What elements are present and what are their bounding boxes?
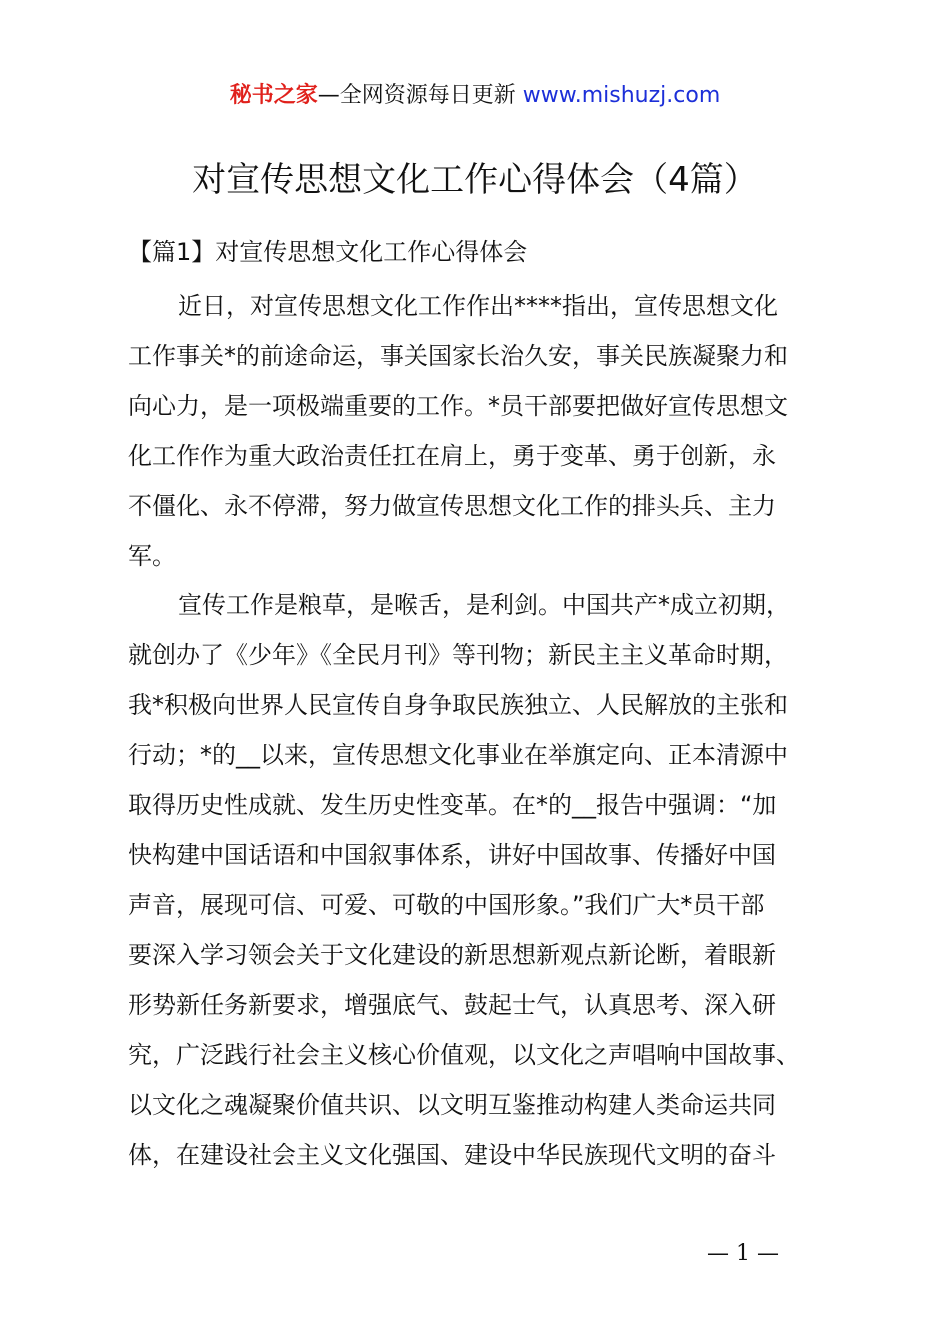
document-title: 对宣传思想文化工作心得体会（4篇）: [192, 160, 758, 200]
paragraph-line: 不僵化、永不停滞，努力做宣传思想文化工作的排头兵、主力: [128, 492, 776, 520]
paragraph-line: 声音，展现可信、可爱、可敬的中国形象。”我们广大*员干部: [128, 891, 765, 919]
site-brand: 秘书之家: [229, 83, 318, 108]
paragraph-line: 就创办了《少年》《全民月刊》等刊物；新民主主义革命时期，: [128, 641, 788, 669]
paragraph-line: 形势新任务新要求，增强底气、鼓起士气，认真思考、深入研: [128, 991, 776, 1019]
paragraph-line: 宣传工作是粮草，是喉舌，是利剑。中国共产*成立初期，: [178, 591, 790, 619]
paragraph-line: 以文化之魂凝聚价值共识、以文明互鉴推动构建人类命运共同: [128, 1091, 776, 1119]
paragraph-line: 我*积极向世界人民宣传自身争取民族独立、人民解放的主张和: [128, 691, 788, 719]
site-header: [0, 78, 950, 114]
paragraph-line: 化工作作为重大政治责任扛在肩上，勇于变革、勇于创新，永: [128, 442, 776, 470]
paragraph-line: 体，在建设社会主义文化强国、建设中华民族现代文明的奋斗: [128, 1141, 776, 1169]
paragraph-line: 快构建中国话语和中国叙事体系，讲好中国故事、传播好中国: [128, 841, 776, 869]
paragraph-line: 行动；*的__以来，宣传思想文化事业在举旗定向、正本清源中: [128, 741, 788, 769]
paragraph-1: [128, 281, 838, 581]
paragraph-line: 军。: [128, 542, 176, 570]
paragraph-line: 近日，对宣传思想文化工作作出****指出，宣传思想文化: [178, 292, 778, 320]
paragraph-line: 究，广泛践行社会主义核心价值观，以文化之声唱响中国故事、: [128, 1041, 800, 1069]
site-tagline: —全网资源每日更新: [317, 83, 516, 108]
site-url-link[interactable]: www.mishuzj.com: [522, 83, 721, 108]
section-heading: 【篇1】对宣传思想文化工作心得体会: [128, 238, 528, 266]
paragraph-line: 工作事关*的前途命运，事关国家长治久安，事关民族凝聚力和: [128, 342, 788, 370]
paragraph-line: 要深入学习领会关于文化建设的新思想新观点新论断，着眼新: [128, 941, 776, 969]
paragraph-line: 取得历史性成就、发生历史性变革。在*的__报告中强调：“加: [128, 791, 777, 819]
paragraph-line: 向心力，是一项极端重要的工作。*员干部要把做好宣传思想文: [128, 392, 788, 420]
page-number: — 1 —: [707, 1241, 779, 1266]
paragraph-2: [128, 580, 838, 1180]
